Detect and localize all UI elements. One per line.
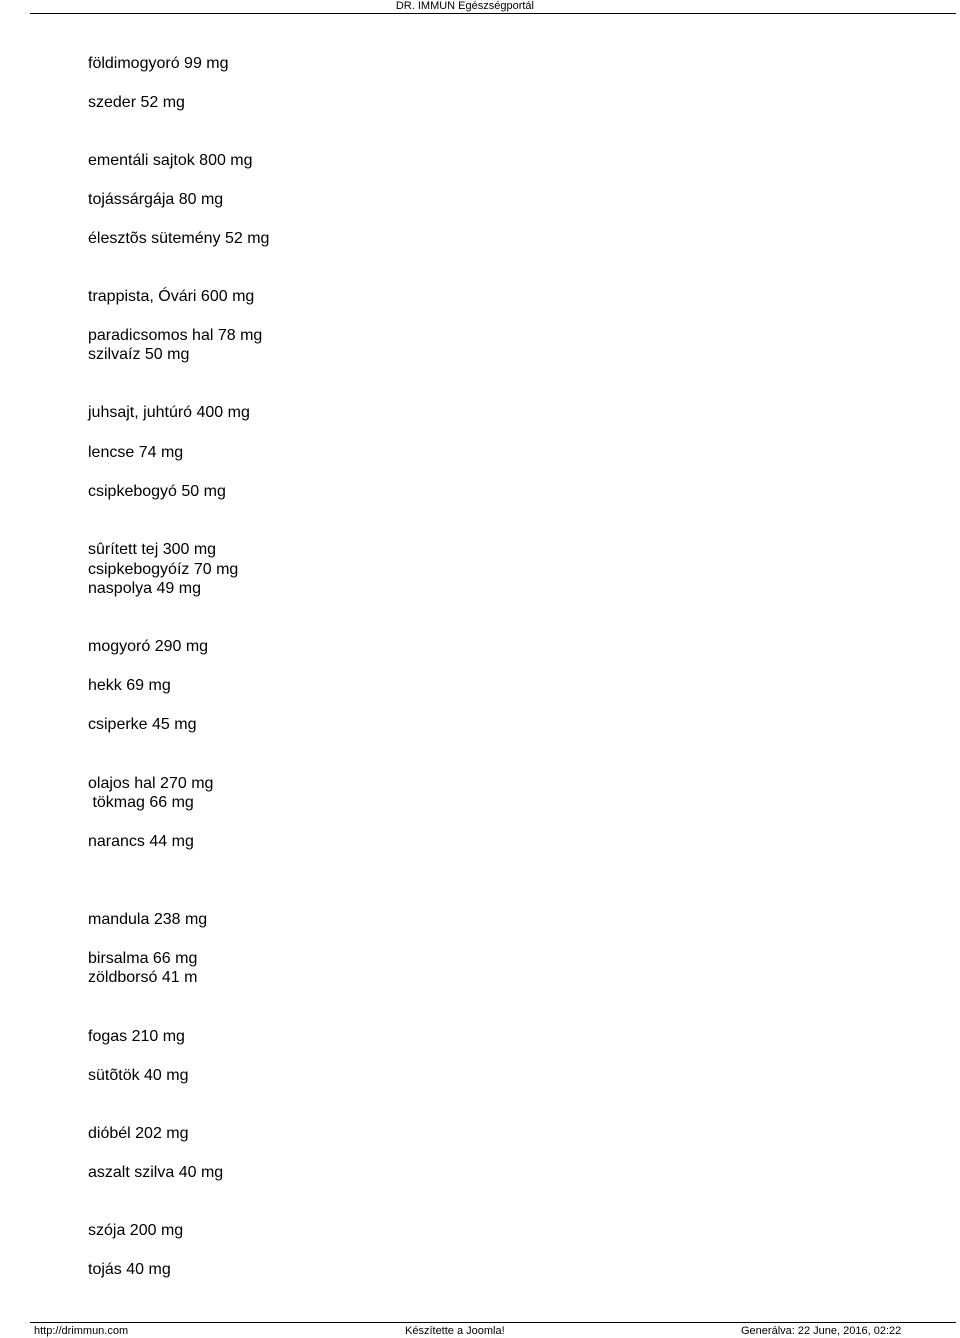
list-item: birsalma 66 mg (88, 950, 198, 967)
list-item: csipkebogyóíz 70 mg (88, 561, 239, 578)
list-item: trappista, Óvári 600 mg (88, 288, 255, 305)
footer-url[interactable]: http://drimmun.com (34, 1325, 129, 1337)
list-item: tojás 40 mg (88, 1261, 171, 1278)
list-item: aszalt szilva 40 mg (88, 1164, 224, 1181)
footer-generated: Generálva: 22 June, 2016, 02:22 (741, 1325, 902, 1337)
list-item: sütõtök 40 mg (88, 1067, 189, 1084)
list-item: ementáli sajtok 800 mg (88, 152, 253, 169)
list-item: csipkebogyó 50 mg (88, 483, 226, 500)
list-item: földimogyoró 99 mg (88, 55, 229, 72)
list-item: tojássárgája 80 mg (88, 191, 224, 208)
list-item: olajos hal 270 mg (88, 775, 214, 792)
list-item: dióbél 202 mg (88, 1125, 189, 1142)
list-item: narancs 44 mg (88, 833, 194, 850)
list-item: mandula 238 mg (88, 911, 208, 928)
page-header (0, 0, 960, 14)
list-item: hekk 69 mg (88, 677, 171, 694)
header-divider (30, 13, 956, 14)
footer-divider (30, 1322, 956, 1323)
page-footer (0, 1320, 960, 1338)
list-item: sûrített tej 300 mg (88, 541, 217, 558)
list-item: juhsajt, juhtúró 400 mg (88, 404, 250, 421)
list-item: tökmag 66 mg (88, 794, 194, 811)
list-item: szilvaíz 50 mg (88, 346, 190, 363)
list-item: lencse 74 mg (88, 444, 184, 461)
list-item: naspolya 49 mg (88, 580, 201, 597)
list-item: szója 200 mg (88, 1222, 184, 1239)
list-item: fogas 210 mg (88, 1028, 185, 1045)
footer-credit: Készítette a Joomla! (405, 1325, 505, 1337)
list-item: élesztõs sütemény 52 mg (88, 230, 270, 247)
list-item: paradicsomos hal 78 mg (88, 327, 263, 344)
list-item: szeder 52 mg (88, 94, 185, 111)
list-item: csiperke 45 mg (88, 716, 197, 733)
header-title: DR. IMMUN Egészségportál (395, 0, 534, 12)
list-item: zöldborsó 41 m (88, 969, 198, 986)
list-item: mogyoró 290 mg (88, 638, 209, 655)
